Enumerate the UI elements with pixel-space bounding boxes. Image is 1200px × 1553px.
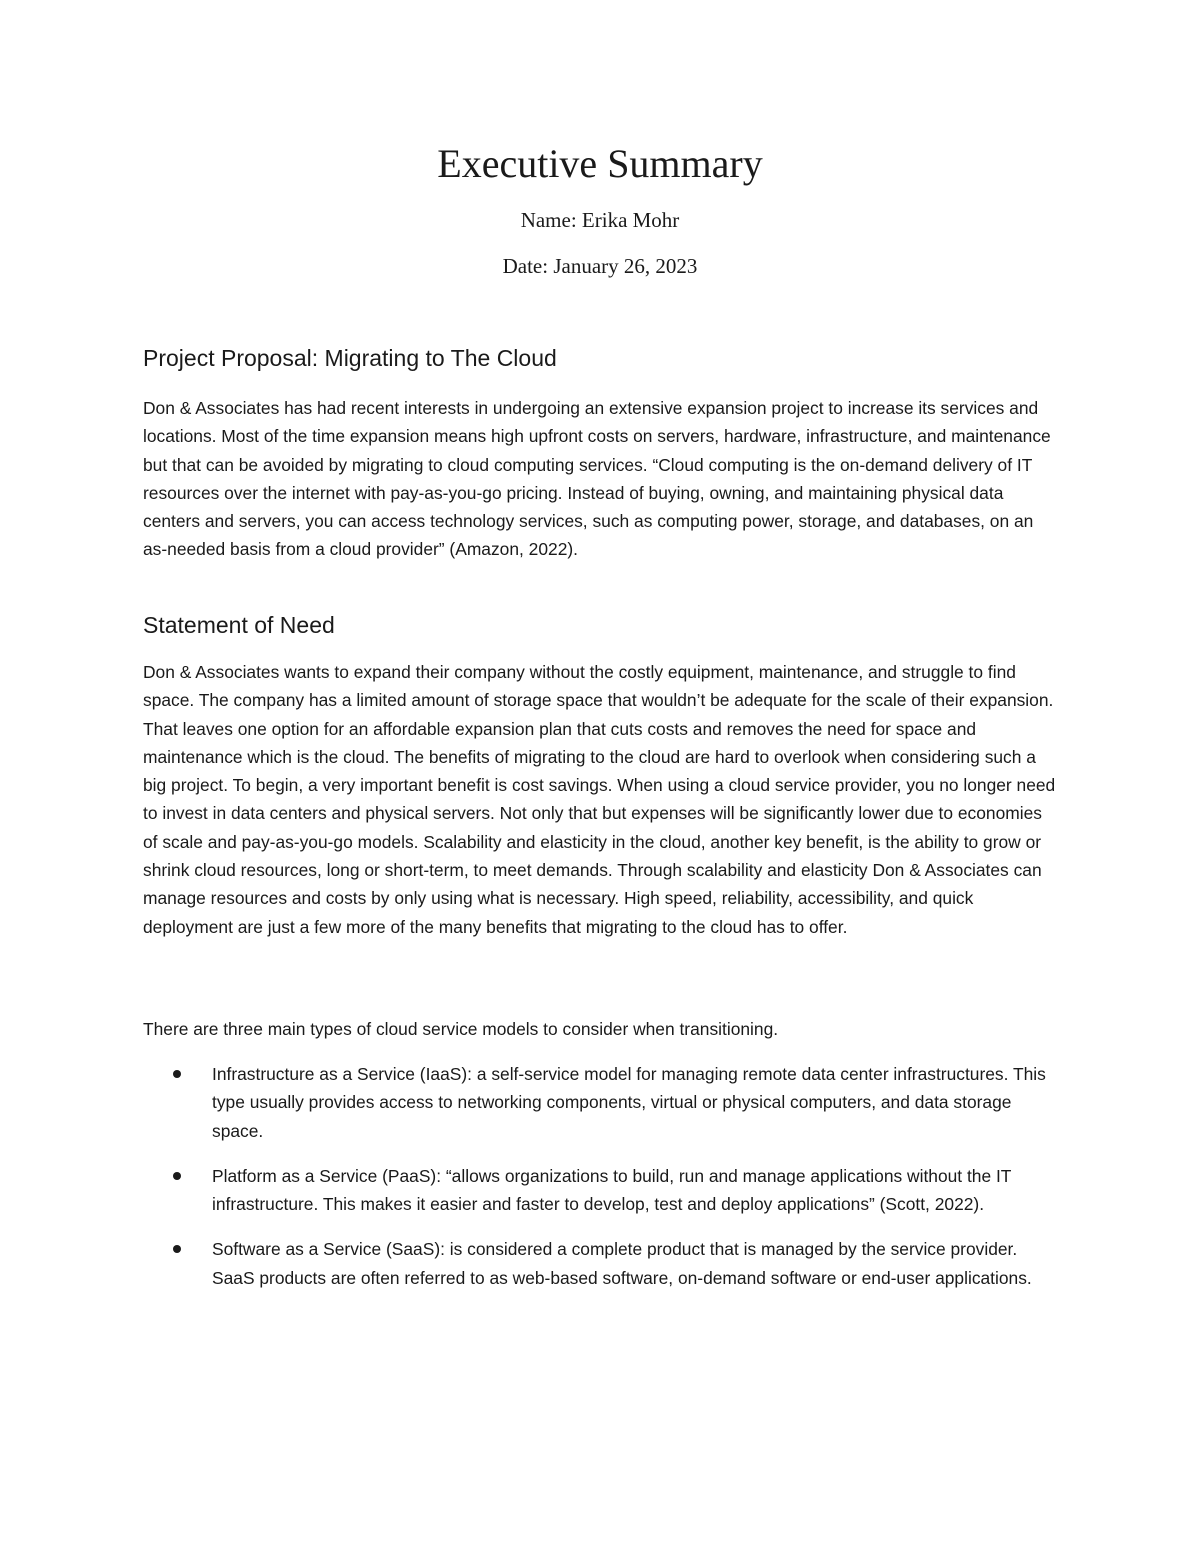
bullet-icon: [173, 1172, 181, 1180]
service-model-paas: Platform as a Service (PaaS): “allows organizations to build, run and manage applications without the IT infrastructure. This makes it easier and faster to develop, test and deploy applications” (Scott, 2022).: [212, 1165, 1012, 1215]
list-item: [143, 1162, 1063, 1219]
document-date: Date: January 26, 2023: [502, 254, 698, 278]
bullet-icon: [173, 1245, 181, 1253]
bullet-icon: [173, 1070, 181, 1078]
section-heading-statement-of-need: Statement of Need: [143, 612, 335, 638]
service-model-saas: Software as a Service (SaaS): is considered a complete product that is managed by the service provider. SaaS products are often referred to as web-based software, on-demand software or end-user applications.: [212, 1239, 1032, 1288]
author-name: Name: Erika Mohr: [520, 208, 680, 232]
service-model-iaas: Infrastructure as a Service (IaaS): a self-service model for managing remote data center infrastructures. This type usually provides access to networking components, virtual or physical computers, and data storage space.: [212, 1064, 1046, 1141]
list-item: [143, 1235, 1063, 1292]
document-title: Executive Summary: [437, 141, 763, 186]
list-item: [143, 1060, 1063, 1145]
service-models-intro: There are three main types of cloud service models to consider when transitioning.: [143, 1019, 779, 1039]
statement-of-need-paragraph: Don & Associates wants to expand their company without the costly equipment, maintenance, and struggle to find space. The company has a limited amount of storage space that wouldn’t be adequate for the scale of their expansion. That leaves one option for an affordable expansion plan that cuts costs and removes the need for space and maintenance which is the cloud. The benefits of migrating to the cloud are hard to overlook when considering such a big project. To begin, a very important benefit is cost savings. When using a cloud service provider, you no longer need to invest in data centers and physical servers. Not only that but expenses will be significantly lower due to economies of scale and pay-as-you-go models. Scalability and elasticity in the cloud, another key benefit, is the ability to grow or shrink cloud resources, long or short-term, to meet demands. Through scalability and elasticity Don & Associates can manage resources and costs by only using what is necessary. High speed, reliability, accessibility, and quick deployment are just a few more of the many benefits that migrating to the cloud has to offer.: [143, 662, 1056, 937]
section-heading-project-proposal: Project Proposal: Migrating to The Cloud: [143, 345, 557, 371]
project-proposal-paragraph: Don & Associates has had recent interests in undergoing an extensive expansion project to increase its services and locations. Most of the time expansion means high upfront costs on servers, hardware, infrastructure, and maintenance but that can be avoided by migrating to cloud computing services. “Cloud computing is the on-demand delivery of IT resources over the internet with pay-as-you-go pricing. Instead of buying, owning, and maintaining physical data centers and servers, you can access technology services, such as computing power, storage, and databases, on an as-needed basis from a cloud provider” (Amazon, 2022).: [143, 398, 1051, 560]
service-models-list: [143, 1060, 1063, 1309]
